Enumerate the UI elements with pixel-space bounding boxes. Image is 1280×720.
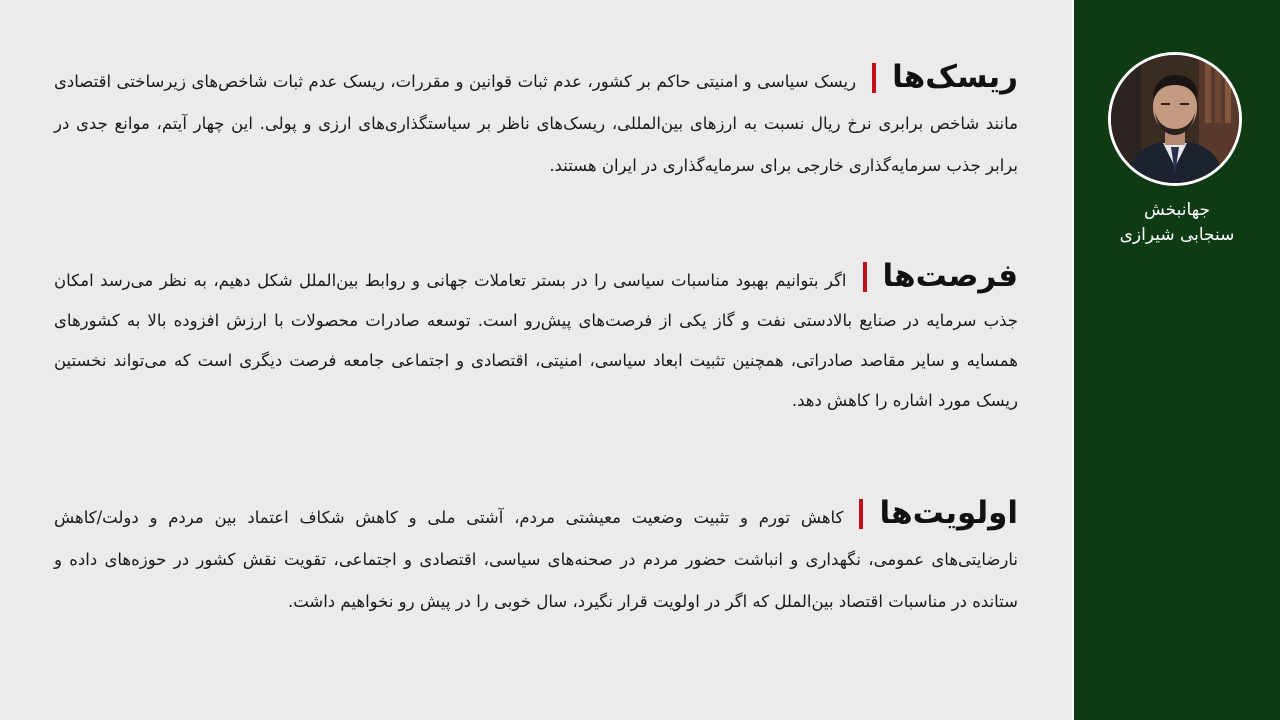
section-body: اگر بتوانیم بهبود مناسبات سیاسی را در بستر تعاملات جهانی و روابط بین‌الملل شکل دهیم، به نظر می‌رسد امکان جذب سرمایه در صنایع بالادستی نفت و گاز یکی از فرصت‌های پیش‌رو است. توسعه صادرات محصولات با ارزش افزوده بالا به کشورهای همسایه و سایر مقاصد صادراتی، همچنین تثبیت ابعاد سیاسی، امنیتی، اقتصادی و اجتماعی جامعه فرصت دیگری است که می‌تواند نخستین ریسک مورد اشاره را کاهش دهد.	[54, 271, 1018, 410]
section-priorities	[54, 492, 1018, 623]
accent-bar	[863, 262, 867, 292]
section-heading: ریسک‌ها	[892, 59, 1018, 95]
section-body: کاهش تورم و تثبیت وضعیت معیشتی مردم، آشتی ملی و کاهش شکاف اعتماد بین مردم و دولت/کاهش نارضایتی‌های عمومی، نگهداری و انباشت حضور مردم در صحنه‌های سیاسی، اقتصادی و اجتماعی، تقویت نقش کشور در حوزه‌های داده و ستانده در مناسبات اقتصاد بین‌الملل که اگر در اولویت قرار نگیرد، سال خوبی را در پیش رو نخواهیم داشت.	[54, 508, 1018, 611]
person-portrait-icon	[1111, 55, 1239, 183]
section-heading: فرصت‌ها	[882, 258, 1018, 294]
accent-bar	[859, 499, 863, 529]
section-risks	[54, 56, 1018, 187]
author-name	[1074, 198, 1280, 248]
section-opportunities	[54, 256, 1018, 421]
author-last-name: سنجابی شیرازی	[1119, 225, 1235, 245]
accent-bar	[872, 63, 876, 93]
author-first-name: جهانبخش	[1143, 200, 1211, 220]
author-avatar	[1108, 52, 1242, 186]
section-heading: اولویت‌ها	[879, 495, 1018, 531]
section-body: ریسک سیاسی و امنیتی حاکم بر کشور، عدم ثبات قوانین و مقررات، ریسک عدم ثبات شاخص‌های زیرساختی اقتصادی مانند شاخص برابری نرخ ریال نسبت به ارزهای بین‌المللی، ریسک‌های ناظر بر سیاستگذاری‌های ارزی و پولی. این چهار آیتم، موانع جدی در برابر جذب سرمایه‌گذاری خارجی برای سرمایه‌گذاری در ایران هستند.	[54, 72, 1018, 175]
